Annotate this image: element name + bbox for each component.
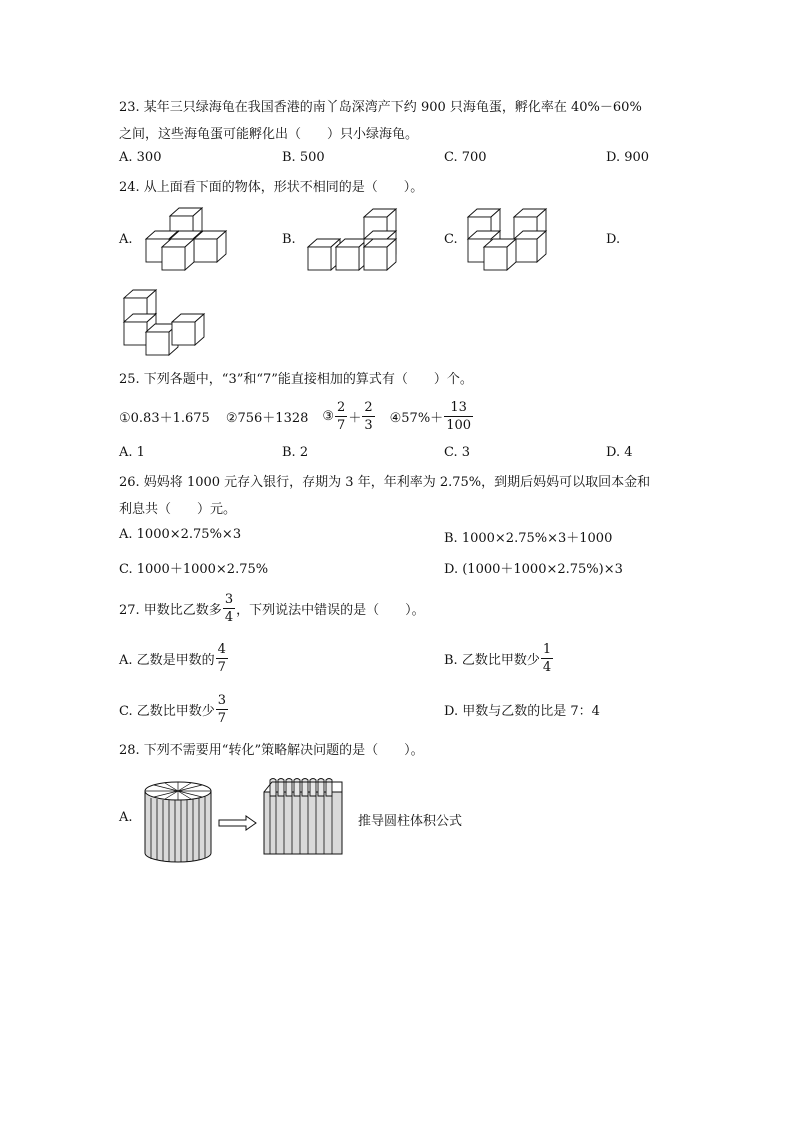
cuboid-illustration bbox=[262, 776, 348, 860]
q23-option-b: B. 500 bbox=[282, 150, 325, 165]
q27-option-a: A. 乙数是甲数的 $\frac{4}{7}$ bbox=[119, 641, 226, 675]
q26-stem-line1: 26. 妈妈将 1000 元存入银行，存期为 3 年，年利率为 2.75%，到期后妈妈可以取回本金和 bbox=[119, 475, 651, 490]
q27-option-b: B. 乙数比甲数少 $\frac{1}{4}$ bbox=[444, 641, 552, 675]
q24-option-a-label: A. bbox=[119, 232, 133, 247]
q27-option-d: D. 甲数与乙数的比是 7：4 bbox=[444, 704, 600, 719]
q25-expr-3-plus: ＋ bbox=[348, 410, 362, 426]
q25-expressions bbox=[119, 396, 474, 436]
q25-expr-1: ①0.83＋1.675 bbox=[119, 410, 210, 426]
q25-option-a: A. 1 bbox=[119, 445, 145, 460]
q28-stem: 28. 下列不需要用“转化”策略解决问题的是（ ）。 bbox=[119, 743, 424, 758]
unit-cube bbox=[484, 239, 516, 270]
cube-figure-c bbox=[462, 205, 562, 275]
q23-option-a: A. 300 bbox=[119, 150, 162, 165]
q28-option-a: A. bbox=[119, 810, 133, 825]
q25-expr-2: ②756＋1328 bbox=[225, 410, 309, 426]
q25-expr-4-fraction: $\frac{13}{100}$ bbox=[446, 399, 472, 433]
q23-option-c: C. 700 bbox=[444, 150, 487, 165]
q24-option-d-label: D. bbox=[606, 232, 621, 247]
q26-stem-line2: 利息共（ ）元。 bbox=[119, 502, 237, 517]
q27-stem-prefix: 27. 甲数比乙数多 bbox=[119, 602, 222, 618]
cylinder-illustration bbox=[142, 773, 214, 865]
q25-option-b: B. 2 bbox=[282, 445, 309, 460]
unit-cube bbox=[514, 231, 546, 262]
q23-option-d: D. 900 bbox=[606, 150, 650, 165]
q23-stem-line2: 之间，这些海龟蛋可能孵化出（ ）只小绿海龟。 bbox=[119, 127, 419, 142]
q24-option-b-label: B. bbox=[282, 232, 296, 247]
q26-option-d: D. (1000＋1000×2.75%)×3 bbox=[444, 562, 623, 577]
cube-figure-d bbox=[118, 288, 218, 358]
q25-expr-4-prefix: ④57%＋ bbox=[389, 410, 444, 426]
q27-option-c: C. 乙数比甲数少 $\frac{3}{7}$ bbox=[119, 692, 227, 726]
q26-option-a: A. 1000×2.75%×3 bbox=[119, 527, 242, 542]
q25-option-d: D. 4 bbox=[606, 445, 633, 460]
q25-expr-3-fraction-2: $\frac{2}{3}$ bbox=[364, 399, 373, 433]
cube-figure-b bbox=[302, 205, 402, 275]
cube-figure-a bbox=[140, 205, 240, 275]
q23-stem-line1: 23. 某年三只绿海龟在我国香港的南丫岛深湾产下约 900 只海龟蛋，孵化率在 40%－60% bbox=[119, 100, 642, 115]
unit-cube bbox=[308, 239, 340, 270]
q25-stem: 25. 下列各题中，“3”和“7”能直接相加的算式有（ ）个。 bbox=[119, 372, 473, 387]
q26-option-c: C. 1000＋1000×2.75% bbox=[119, 562, 269, 577]
q25-expr-3-fraction-1: $\frac{2}{7}$ bbox=[337, 399, 346, 433]
unit-cube bbox=[364, 239, 396, 270]
q27-stem-fraction: $\frac{3}{4}$ bbox=[224, 591, 234, 625]
q26-option-b: B. 1000×2.75%×3＋1000 bbox=[444, 531, 613, 546]
q27-stem-suffix: ，下列说法中错误的是（ ）。 bbox=[236, 602, 425, 618]
unit-cube bbox=[172, 314, 204, 345]
unit-cube bbox=[194, 231, 226, 262]
unit-cube bbox=[162, 239, 194, 270]
unit-cube bbox=[336, 239, 368, 270]
q25-expr-3-prefix: ③ bbox=[322, 408, 335, 424]
q24-option-c-label: C. bbox=[444, 232, 458, 247]
arrow-right-icon bbox=[218, 815, 258, 831]
q28-option-a-caption: 推导圆柱体积公式 bbox=[358, 814, 463, 829]
q25-option-c: C. 3 bbox=[444, 445, 471, 460]
q24-stem: 24. 从上面看下面的物体，形状不相同的是（ ）。 bbox=[119, 180, 424, 195]
q27-stem bbox=[119, 588, 425, 628]
